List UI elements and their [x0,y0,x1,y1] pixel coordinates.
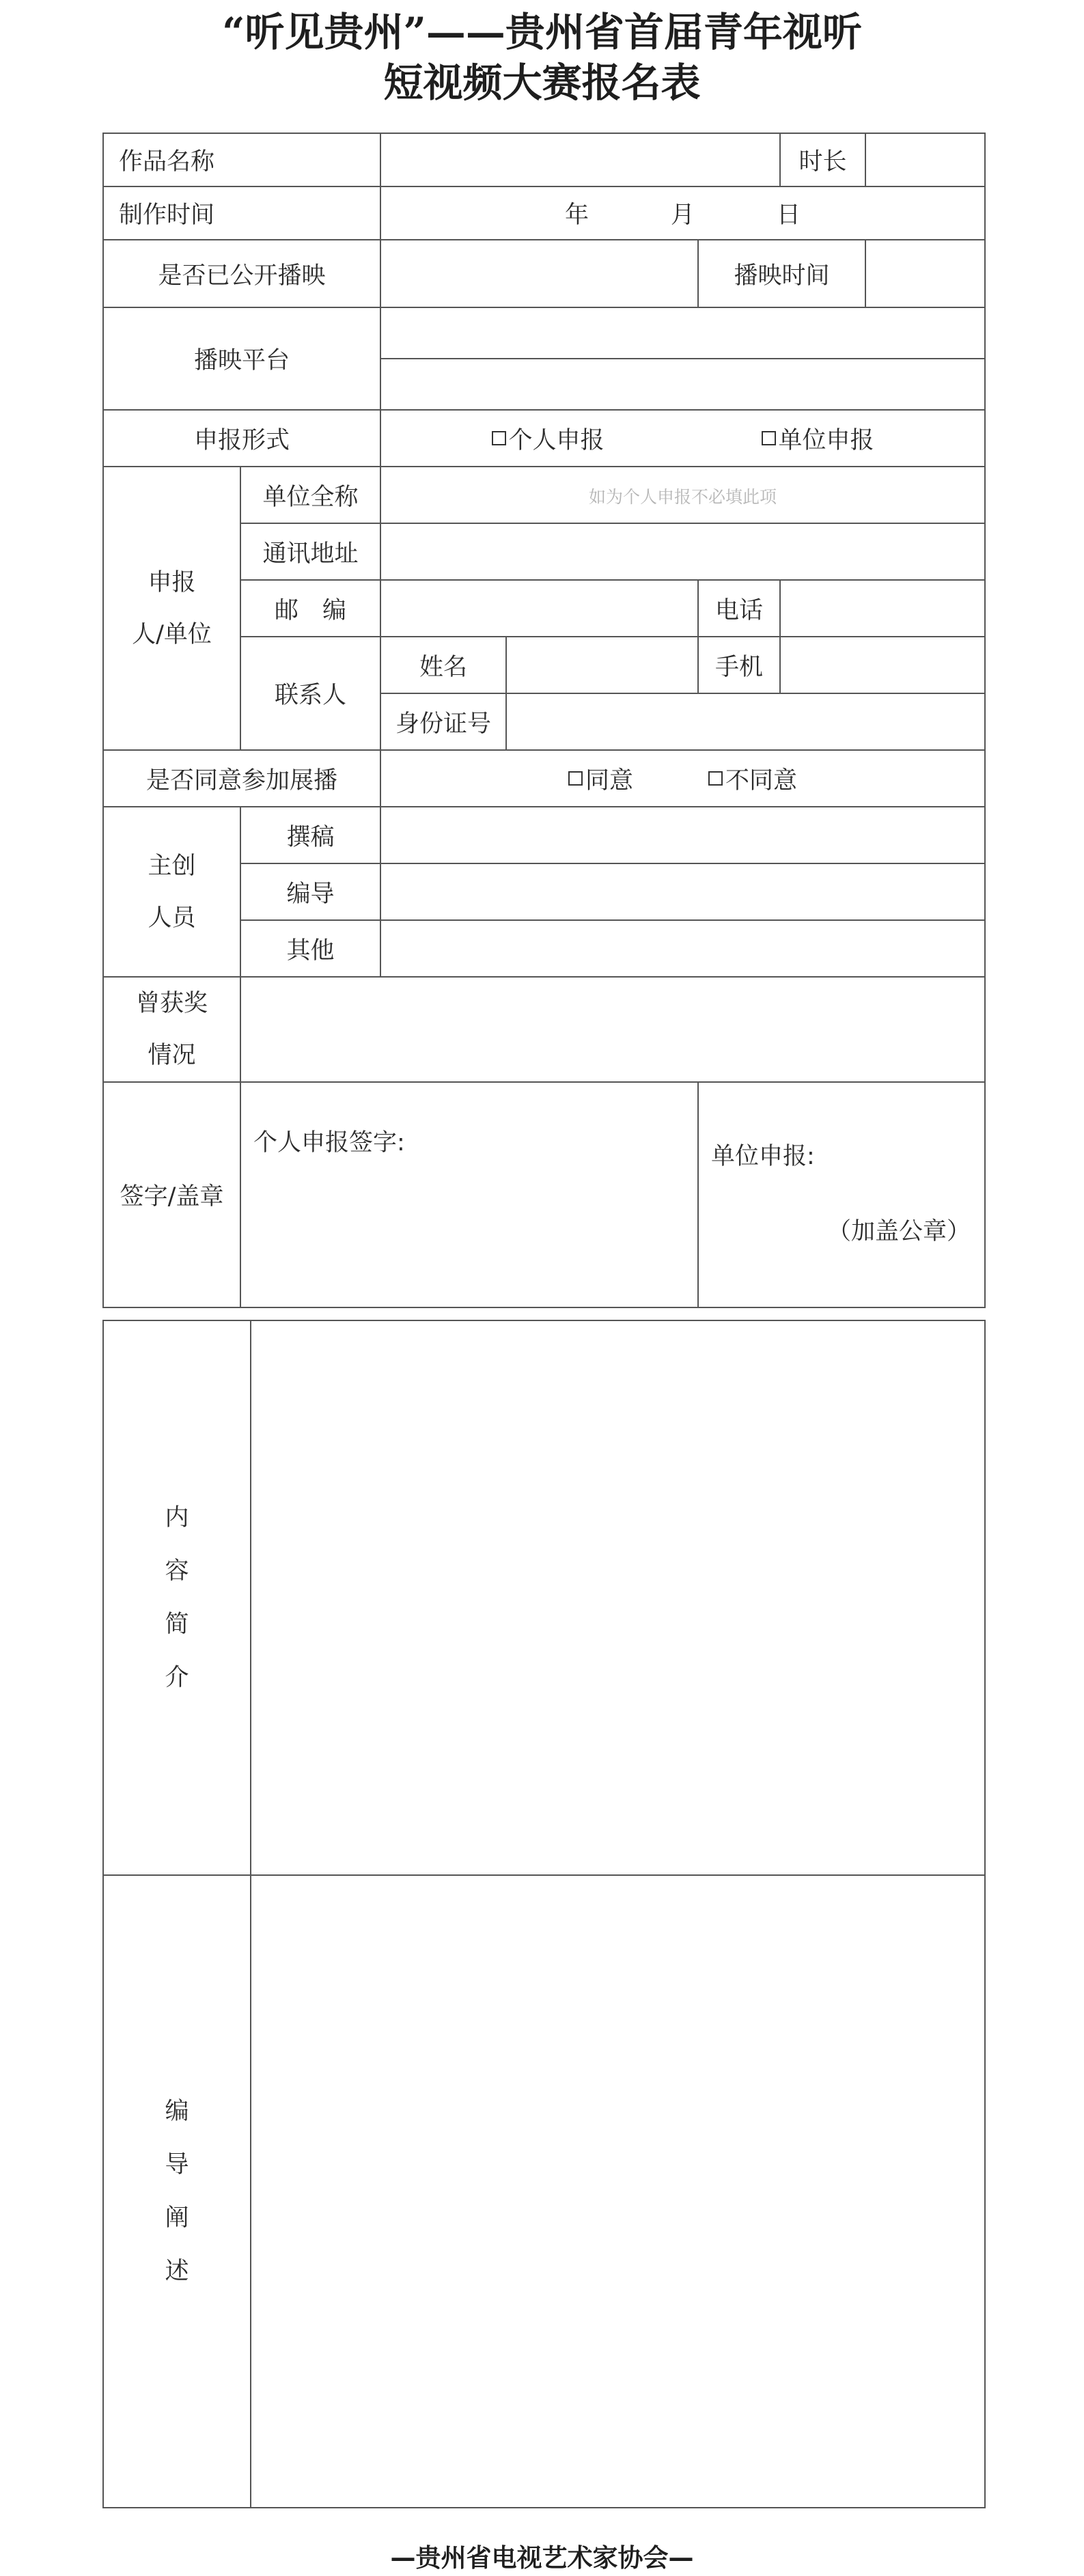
disagree-label: 不同意 [725,766,798,794]
phone-field[interactable] [780,580,985,637]
personal-apply-option[interactable] [492,421,604,456]
unit-apply-label: 单位申报 [778,426,874,454]
unit-seal-area[interactable] [698,1082,985,1307]
unit-name-label: 单位全称 [240,467,380,523]
form-title [0,7,1084,108]
creators-label-line-1: 主创 [148,852,196,880]
registration-form-table [102,133,986,1308]
contact-name-label: 姓名 [380,637,506,693]
mobile-label: 手机 [698,637,780,693]
public-release-label: 是否已公开播映 [103,240,380,307]
awards-label-line-1: 曾获奖 [135,990,208,1017]
director-statement-char-3: 阐 [165,2204,189,2232]
applicant-label-line-2: 人/单位 [132,620,212,648]
id-number-label: 身份证号 [380,693,506,750]
director-label: 编导 [240,863,380,920]
address-label: 通讯地址 [240,523,380,580]
content-intro-char-4: 介 [165,1664,189,1691]
duration-field[interactable] [865,133,985,186]
duration-label: 时长 [780,133,865,186]
signature-label: 签字/盖章 [103,1082,240,1307]
agree-checkbox[interactable] [568,771,583,786]
seal-label: （加盖公章） [827,1218,971,1245]
work-name-field[interactable] [380,133,780,186]
platform-field-1[interactable] [380,307,985,359]
production-time-label: 制作时间 [103,186,380,240]
director-statement-char-4: 述 [165,2258,189,2285]
contact-label: 联系人 [240,637,380,750]
creators-label [103,807,240,977]
personal-signature-label: 个人申报签字: [253,1129,405,1157]
apply-form-options [380,410,985,467]
applicant-label-line-1: 申报 [148,568,196,596]
unit-name-hint: 如为个人申报不必填此项 [589,486,777,507]
unit-apply-option[interactable] [762,421,874,456]
personal-apply-label: 个人申报 [508,426,604,454]
applicant-label [103,467,240,750]
mobile-field[interactable] [780,637,985,693]
disagree-option[interactable] [708,762,797,796]
description-table [102,1320,986,2508]
showcase-label: 是否同意参加展播 [103,750,380,807]
release-time-field[interactable] [865,240,985,307]
disagree-checkbox[interactable] [708,771,723,786]
unit-apply-sign-label: 单位申报: [711,1143,815,1170]
writer-field[interactable] [380,807,985,863]
contact-name-field[interactable] [506,637,698,693]
postcode-label: 邮 编 [240,580,380,637]
date-month-label: 月 [671,202,695,229]
awards-label-line-2: 情况 [148,1042,196,1069]
director-statement-char-1: 编 [165,2098,189,2125]
public-release-field[interactable] [380,240,698,307]
production-date-field[interactable] [380,186,985,240]
agree-label: 同意 [585,766,634,794]
director-statement-label [103,1875,251,2508]
director-statement-field[interactable] [251,1875,985,2508]
showcase-options [380,750,985,807]
work-name-label: 作品名称 [103,133,380,186]
director-statement-char-2: 导 [165,2151,189,2178]
director-field[interactable] [380,863,985,920]
platform-field-2[interactable] [380,359,985,410]
creators-label-line-2: 人员 [148,904,196,932]
phone-label: 电话 [698,580,780,637]
title-line-2: 短视频大赛报名表 [383,59,701,106]
id-number-field[interactable] [506,693,985,750]
other-creator-field[interactable] [380,920,985,977]
title-line-1: “听见贵州”——贵州省首届青年视听 [222,9,862,55]
release-time-label: 播映时间 [698,240,865,307]
postcode-field[interactable] [380,580,698,637]
writer-label: 撰稿 [240,807,380,863]
date-year-label: 年 [565,202,589,229]
content-intro-label [103,1320,251,1875]
content-intro-char-2: 容 [165,1557,189,1585]
other-creator-label: 其他 [240,920,380,977]
awards-label [103,977,240,1082]
apply-form-label: 申报形式 [103,410,380,467]
organizer-footer: —贵州省电视艺术家协会— [390,2543,694,2573]
awards-field[interactable] [240,977,985,1082]
content-intro-char-1: 内 [165,1504,189,1532]
platform-label: 播映平台 [103,307,380,410]
personal-signature-area[interactable] [240,1082,698,1307]
personal-apply-checkbox[interactable] [492,431,506,445]
agree-option[interactable] [568,762,633,796]
content-intro-char-3: 简 [165,1611,189,1638]
address-field[interactable] [380,523,985,580]
unit-name-field[interactable] [380,467,985,523]
content-intro-field[interactable] [251,1320,985,1875]
unit-apply-checkbox[interactable] [762,431,776,445]
date-day-label: 日 [777,202,801,229]
